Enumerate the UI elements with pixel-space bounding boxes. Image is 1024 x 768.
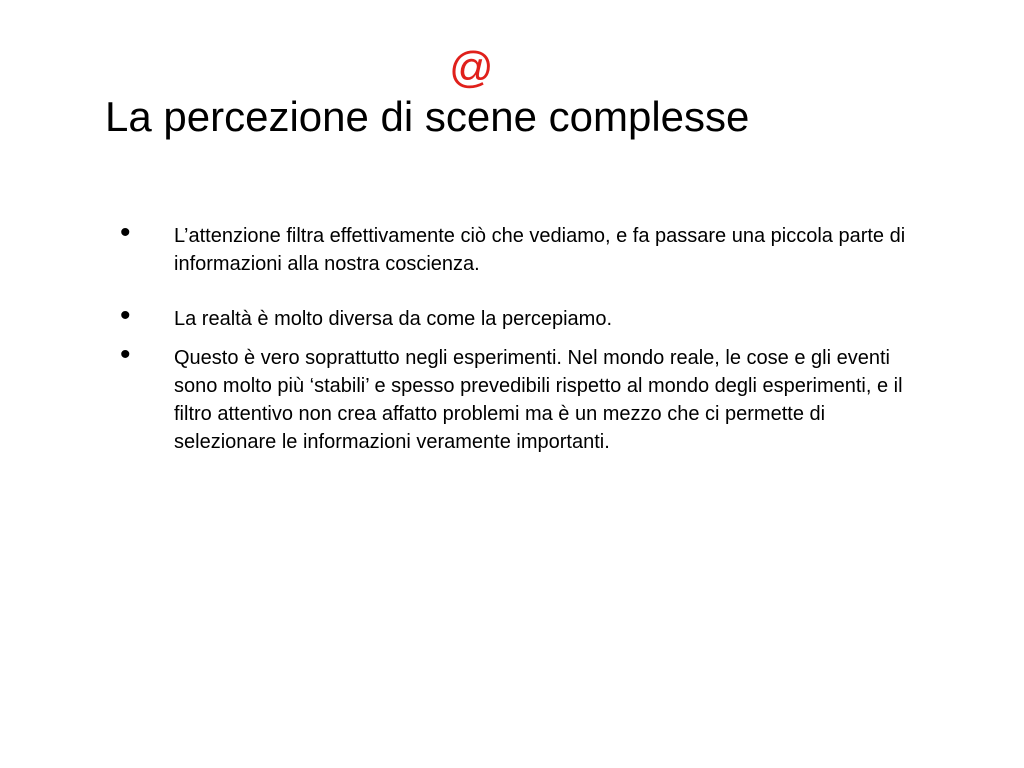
bullet-dot: •: [120, 216, 131, 249]
slide-title: La percezione di scene complesse: [105, 93, 750, 140]
bullet-item: [120, 338, 920, 456]
bullet-text: Questo è vero soprattutto negli esperimenti. Nel mondo reale, le cose e gli eventi sono molto più ‘stabili’ e spesso prevedibili rispetto al mondo degli esperimenti, e il filtro attentivo non crea affatto problemi ma è un mezzo che ci permette di selezionare le informazioni veramente importanti.: [174, 347, 903, 453]
bullet-dot: •: [120, 299, 131, 332]
at-sign-mark: @: [449, 43, 494, 92]
bullet-list: [120, 216, 920, 456]
bullet-dot: •: [120, 338, 131, 371]
bullet-item: [120, 299, 920, 333]
bullet-text: L’attenzione filtra effettivamente ciò che vediamo, e fa passare una piccola parte di informazioni alla nostra coscienza.: [174, 225, 906, 275]
bullet-item: [120, 216, 920, 278]
bullet-text: La realtà è molto diversa da come la percepiamo.: [174, 308, 613, 330]
